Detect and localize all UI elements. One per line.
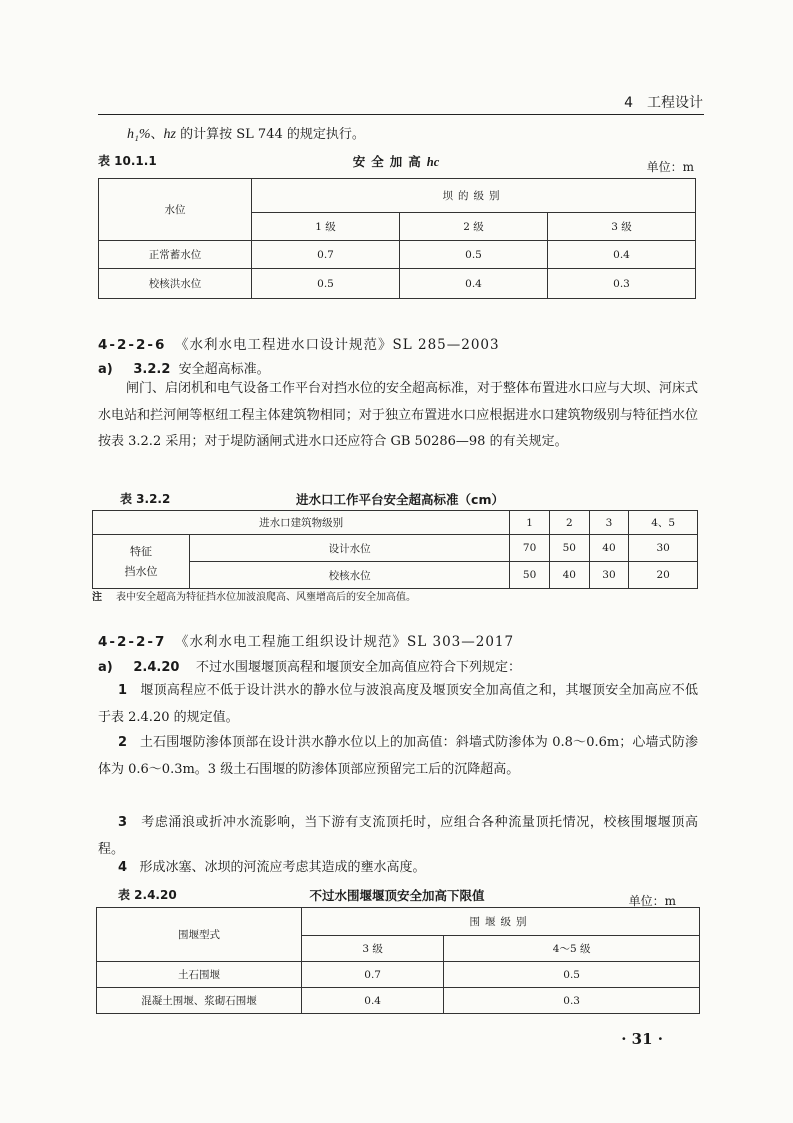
sec2-item-num: 2 bbox=[118, 735, 128, 750]
table1-title bbox=[98, 152, 694, 170]
table3-header-group: 围堰级别 bbox=[302, 908, 700, 936]
table1-number: 表 10.1.1 bbox=[98, 154, 157, 168]
table2-row-label: 校核水位 bbox=[190, 562, 510, 589]
sec2-item bbox=[98, 678, 698, 731]
table3-grade: 3 级 bbox=[302, 936, 444, 962]
table3-row-label: 混凝土围堰、浆砌石围堰 bbox=[97, 988, 302, 1014]
table1-grade: 2 级 bbox=[400, 213, 548, 241]
table1-grade: 1 级 bbox=[252, 213, 400, 241]
table2-note-text: 表中安全超高为特征挡水位加波浪爬高、风壅增高后的安全加高值。 bbox=[116, 592, 416, 603]
sec2-item bbox=[98, 855, 698, 882]
table1-row-label: 正常蓄水位 bbox=[99, 241, 252, 269]
table1-cell: 0.4 bbox=[548, 241, 696, 269]
intro-text bbox=[127, 123, 365, 143]
table2-cell: 30 bbox=[589, 562, 629, 589]
table2-header-label: 进水口建筑物级别 bbox=[93, 511, 510, 535]
sec1-clause-prefix: a) bbox=[98, 362, 113, 377]
table1-caption bbox=[98, 152, 694, 172]
table2 bbox=[92, 510, 698, 589]
table2-number: 表 3.2.2 bbox=[120, 492, 171, 506]
table1 bbox=[98, 178, 696, 299]
table1-cell: 0.7 bbox=[252, 241, 400, 269]
table2-cell: 40 bbox=[589, 535, 629, 562]
table1-cell: 0.4 bbox=[400, 269, 548, 299]
table3-cell: 0.3 bbox=[444, 988, 700, 1014]
sec2-item-num: 3 bbox=[118, 815, 128, 830]
table2-group-line1: 特征 bbox=[130, 544, 152, 558]
sec2-item-text: 形成冰塞、冰坝的河流应考虑其造成的壅水高度。 bbox=[139, 860, 426, 875]
table3-cell: 0.5 bbox=[444, 962, 700, 988]
sec2-item-text: 堰顶高程应不低于设计洪水的静水位与波浪高度及堰顶安全加高值之和，其堰顶安全加高应不低于表 2.4.20 的规定值。 bbox=[98, 683, 698, 725]
var-hz: hz bbox=[163, 127, 176, 142]
table1-cell: 0.5 bbox=[252, 269, 400, 299]
table3-title: 不过水围堰堰顶安全加高下限值 bbox=[309, 888, 485, 903]
sec2-clause-number: 2.4.20 bbox=[133, 660, 180, 675]
table1-title-text: 安全加高 bbox=[352, 154, 427, 169]
table3-unit: 单位：m bbox=[628, 894, 676, 908]
page-number: · 31 · bbox=[621, 1030, 663, 1048]
table2-caption bbox=[120, 490, 680, 510]
table2-cell: 50 bbox=[549, 535, 589, 562]
table2-note bbox=[92, 588, 416, 603]
table3 bbox=[96, 907, 700, 1014]
sec1-body: 闸门、启闭机和电气设备工作平台对挡水位的安全超高标准，对于整体布置进水口应与大坝、河床式水电站和拦河闸等枢纽工程主体建筑物相同；对于独立布置进水口应根据进水口建筑物级别与特征挡水位按表 3.2.2 采用；对于堤防涵闸式进水口还应符合 GB 50286—98 的有关规定。 bbox=[98, 381, 699, 449]
table2-cell: 40 bbox=[549, 562, 589, 589]
table1-symbol: hc bbox=[426, 155, 440, 169]
sec2-heading bbox=[98, 630, 514, 650]
header-rule bbox=[98, 114, 704, 115]
sec1-clause-text: 安全超高标准。 bbox=[178, 362, 270, 377]
table3-row-label: 土石围堰 bbox=[97, 962, 302, 988]
sec2-number: 4-2-2-7 bbox=[98, 634, 167, 650]
sec2-clause-text: 不过水围堰堰顶高程和堰顶安全加高值应符合下列规定： bbox=[195, 660, 521, 675]
table3-cell: 0.4 bbox=[302, 988, 444, 1014]
sec2-clause-prefix: a) bbox=[98, 660, 113, 675]
table2-level: 1 bbox=[510, 511, 550, 535]
table2-group-label bbox=[93, 535, 190, 589]
sec2-item-num: 4 bbox=[118, 860, 128, 875]
table3-header-type: 围堰型式 bbox=[97, 908, 302, 962]
sec1-heading bbox=[98, 333, 500, 353]
sec1-title: 《水利水电工程进水口设计规范》SL 285—2003 bbox=[174, 337, 500, 353]
table2-level: 3 bbox=[589, 511, 629, 535]
intro-sep: 、 bbox=[150, 127, 164, 142]
table1-row-label: 校核洪水位 bbox=[99, 269, 252, 299]
table2-cell: 70 bbox=[510, 535, 550, 562]
table2-cell: 50 bbox=[510, 562, 550, 589]
sec2-item-text: 考虑涌浪或折冲水流影响，当下游有支流顶托时，应组合各种流量顶托情况，校核围堰堰顶高程。 bbox=[98, 815, 698, 857]
sec1-clause bbox=[98, 358, 270, 377]
intro-body: 的计算按 SL 744 的规定执行。 bbox=[176, 127, 365, 142]
table3-caption bbox=[118, 886, 676, 906]
table2-group-line2: 挡水位 bbox=[124, 564, 158, 578]
table1-grade: 3 级 bbox=[548, 213, 696, 241]
sec2-item-text: 土石围堰防渗体顶部在设计洪水静水位以上的加高值：斜墙式防渗体为 0.8～0.6m；心墙式防渗体为 0.6～0.3m。3 级土石围堰的防渗体顶部应预留完工后的沉降超高。 bbox=[98, 735, 698, 777]
table2-level: 2 bbox=[549, 511, 589, 535]
table1-header-water: 水位 bbox=[99, 179, 252, 241]
sec2-title: 《水利水电工程施工组织设计规范》SL 303—2017 bbox=[174, 634, 515, 650]
var-h1: h₁% bbox=[127, 127, 151, 142]
table1-cell: 0.3 bbox=[548, 269, 696, 299]
table2-title: 进水口工作平台安全超高标准（cm） bbox=[296, 492, 504, 507]
table3-cell: 0.7 bbox=[302, 962, 444, 988]
table1-header-group: 坝的级别 bbox=[252, 179, 696, 213]
table1-unit: 单位：m bbox=[646, 160, 694, 174]
table2-row-label: 设计水位 bbox=[190, 535, 510, 562]
sec2-clause bbox=[98, 656, 521, 675]
sec1-clause-number: 3.2.2 bbox=[133, 362, 171, 377]
table1-cell: 0.5 bbox=[400, 241, 548, 269]
running-head: 4 工程设计 bbox=[624, 95, 703, 111]
table2-level: 4、5 bbox=[629, 511, 698, 535]
table3-grade: 4～5 级 bbox=[444, 936, 700, 962]
table2-note-label: 注 bbox=[92, 592, 102, 603]
table3-number: 表 2.4.20 bbox=[118, 888, 177, 902]
sec1-number: 4-2-2-6 bbox=[98, 337, 167, 353]
table2-cell: 30 bbox=[629, 535, 698, 562]
sec2-item-num: 1 bbox=[118, 683, 128, 698]
sec2-item bbox=[98, 730, 698, 783]
table2-cell: 20 bbox=[629, 562, 698, 589]
